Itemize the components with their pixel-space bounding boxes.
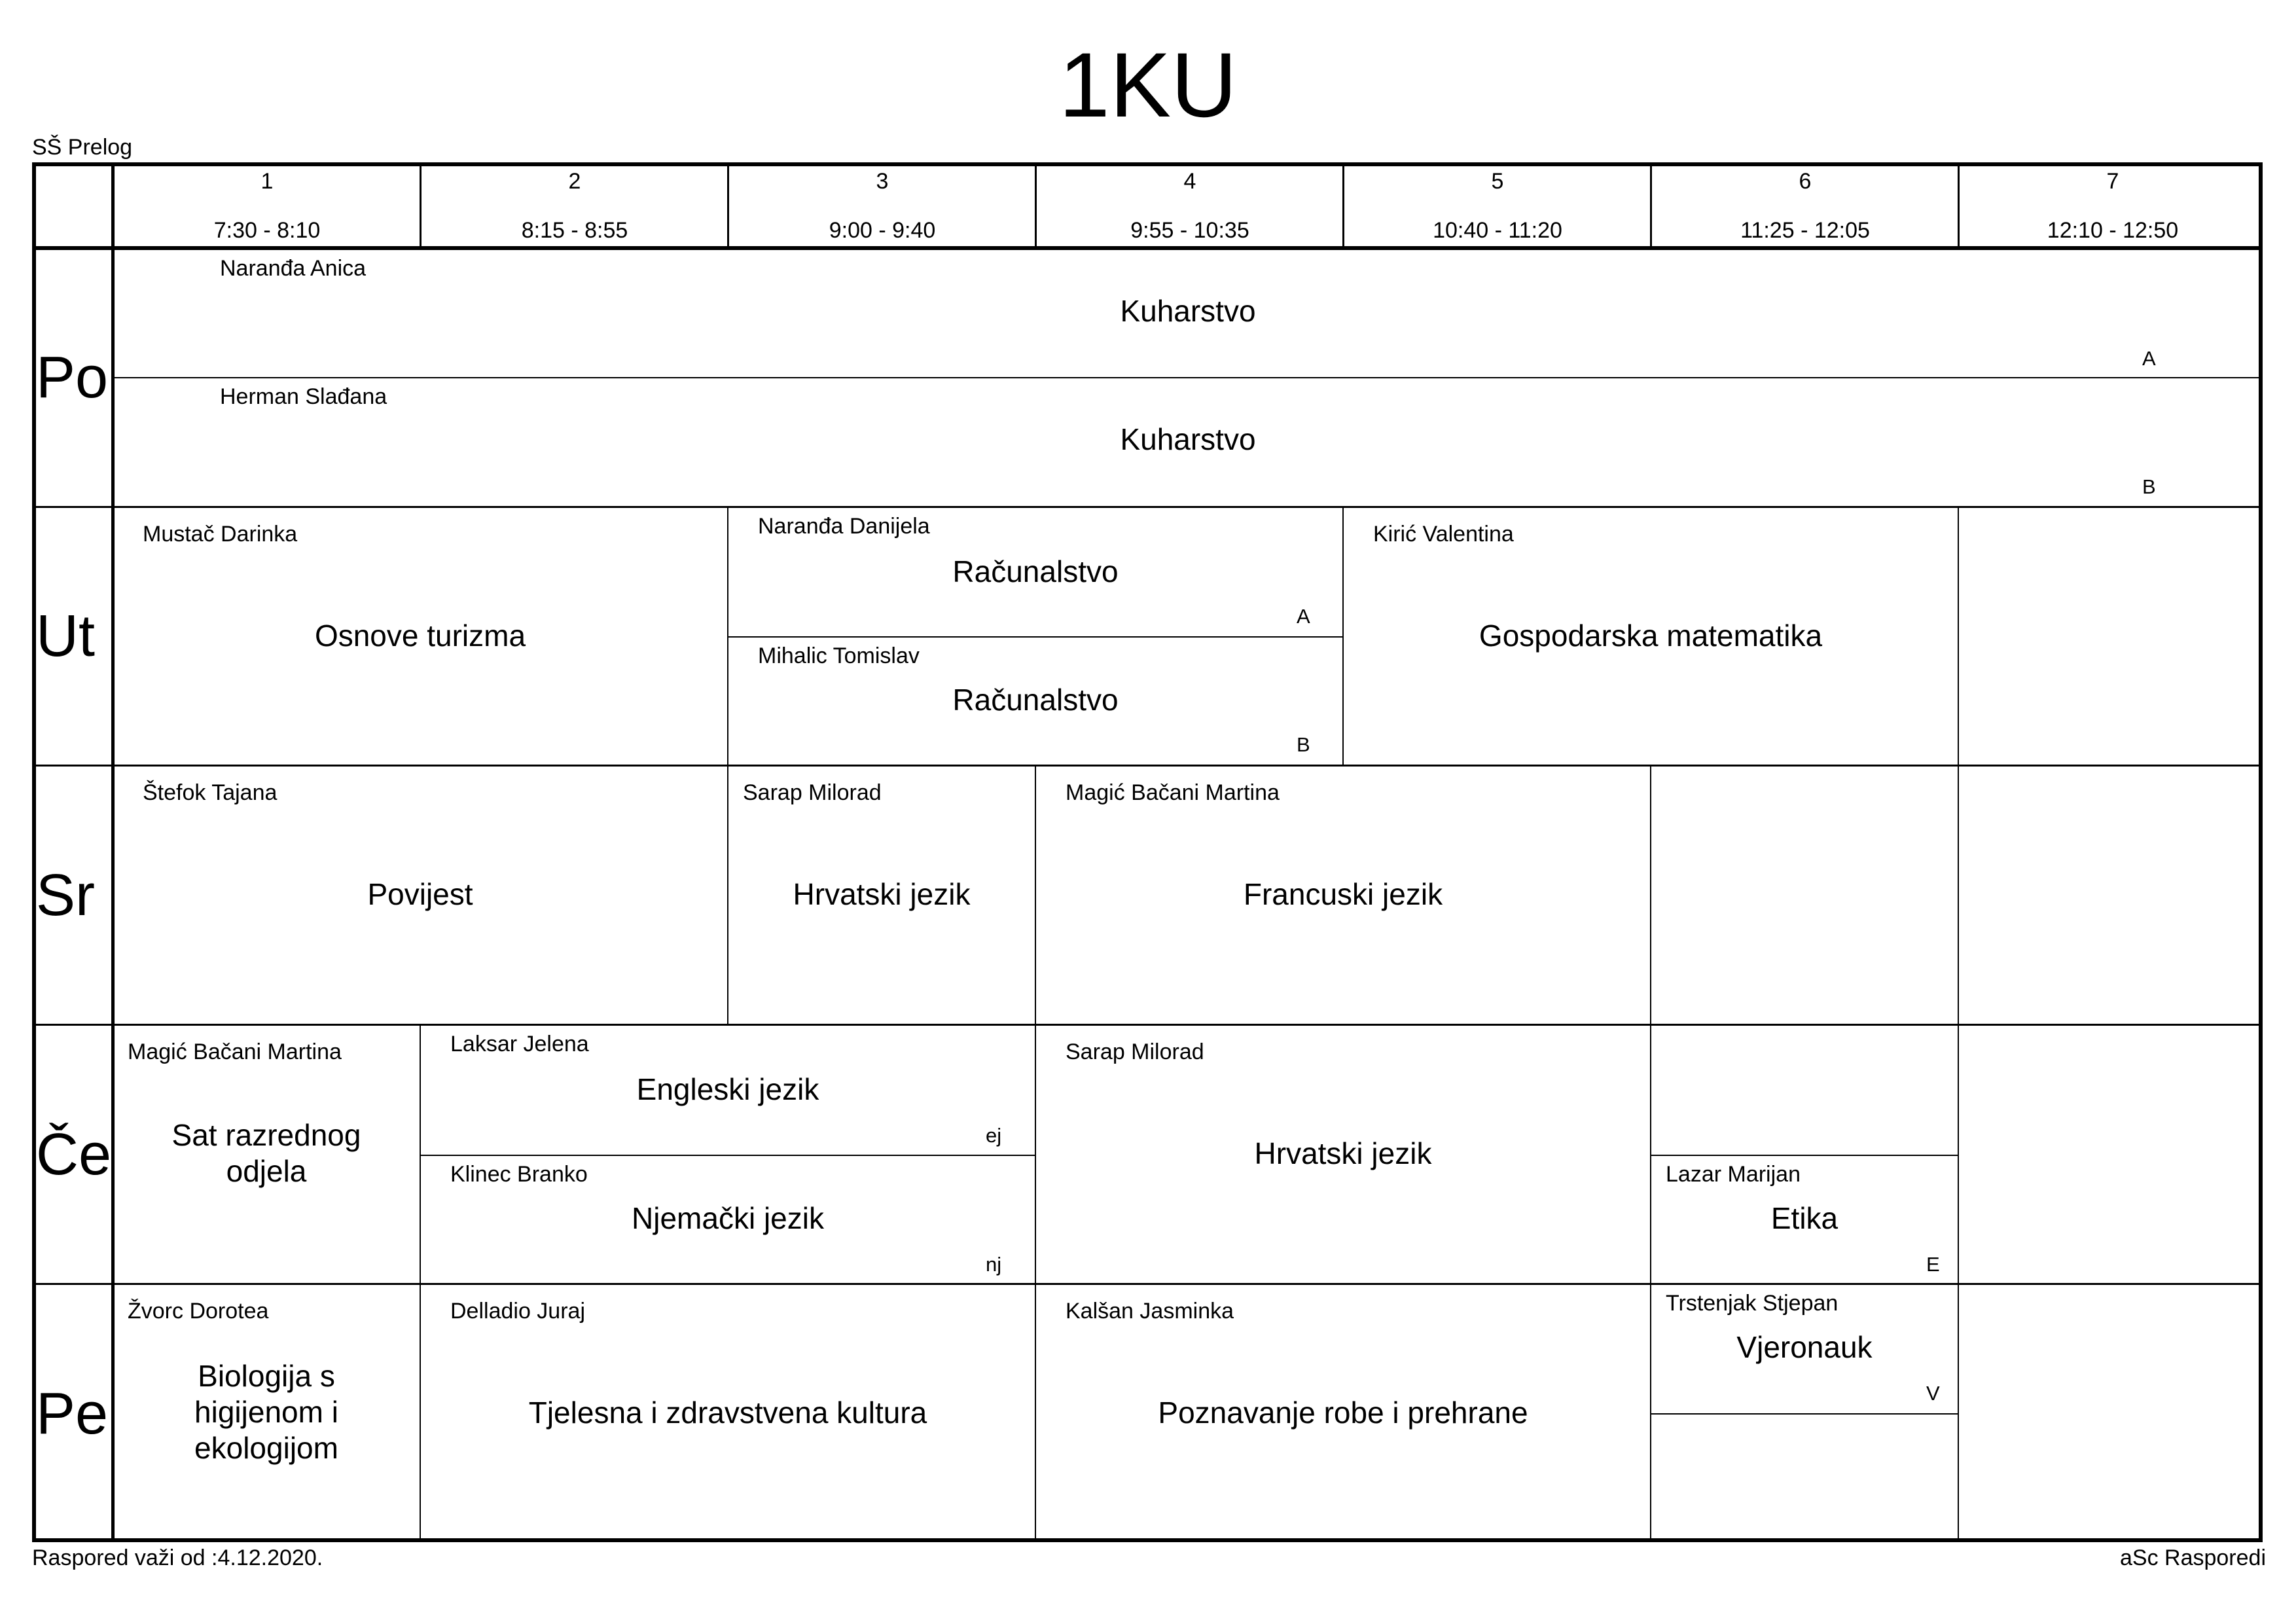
lesson-card	[1036, 767, 1650, 1024]
software-credit: aSc Rasporedi	[2119, 1545, 2266, 1570]
group-label: nj	[986, 1253, 1002, 1276]
teacher-name: Žvorc Dorotea	[128, 1299, 269, 1324]
lesson-card	[1344, 508, 1958, 765]
group-label: A	[2142, 347, 2156, 370]
lesson-card	[113, 1026, 420, 1283]
day-label-monday: Po	[36, 345, 109, 410]
lesson-card	[728, 638, 1342, 765]
subject-name: Biologija s	[198, 1359, 335, 1393]
day-label-thursday: Če	[36, 1122, 112, 1187]
teacher-name: Herman Slađana	[220, 384, 387, 409]
day-label-wednesday: Sr	[36, 863, 95, 928]
lesson-card	[421, 1026, 1035, 1155]
lesson-card	[421, 1156, 1035, 1283]
teacher-name: Delladio Juraj	[450, 1299, 585, 1324]
group-label: A	[1297, 605, 1310, 628]
lesson-card	[1036, 1285, 1650, 1542]
subject-name: Kuharstvo	[1120, 422, 1256, 456]
subject-name: higijenom i	[194, 1395, 338, 1429]
period-number: 1	[260, 169, 274, 194]
school-name: SŠ Prelog	[32, 135, 133, 160]
group-label: ej	[986, 1124, 1002, 1147]
teacher-name: Mihalic Tomislav	[758, 643, 920, 668]
subject-name: Kuharstvo	[1120, 294, 1256, 328]
lesson-card	[728, 767, 1035, 1024]
subject-name: Hrvatski jezik	[1254, 1136, 1432, 1170]
teacher-name: Kirić Valentina	[1373, 522, 1514, 547]
period-number: 2	[568, 169, 581, 194]
teacher-name: Mustač Darinka	[143, 522, 298, 547]
teacher-name: Trstenjak Stjepan	[1666, 1291, 1839, 1316]
teacher-name: Sarap Milorad	[743, 780, 882, 805]
lesson-card	[1651, 1285, 1958, 1413]
teacher-name: Sarap Milorad	[1066, 1039, 1204, 1064]
lesson-card	[113, 1285, 420, 1542]
subject-name: odjela	[226, 1154, 307, 1188]
lesson-card	[421, 1285, 1035, 1542]
teacher-name: Kalšan Jasminka	[1066, 1299, 1234, 1324]
lesson-divider	[1958, 507, 1959, 766]
lesson-card	[1651, 1156, 1958, 1283]
group-label: E	[1926, 1253, 1940, 1276]
subject-name: Vjeronauk	[1736, 1330, 1873, 1364]
group-label: V	[1926, 1382, 1940, 1405]
subject-name: Sat razrednog	[171, 1118, 361, 1152]
lesson-card	[1036, 1026, 1650, 1283]
day-label-tuesday: Ut	[36, 604, 95, 669]
teacher-name: Lazar Marijan	[1666, 1162, 1801, 1187]
teacher-name: Magić Bačani Martina	[128, 1039, 342, 1064]
subject-name: Tjelesna i zdravstvena kultura	[528, 1396, 927, 1430]
period-number: 6	[1799, 169, 1812, 194]
day-label-friday: Pe	[36, 1381, 109, 1447]
period-time: 9:00 - 9:40	[829, 218, 936, 243]
period-time: 9:55 - 10:35	[1130, 218, 1249, 243]
group-label: B	[1297, 733, 1310, 756]
subject-name: Osnove turizma	[314, 619, 526, 653]
subject-name: Računalstvo	[952, 683, 1119, 717]
teacher-name: Klinec Branko	[450, 1162, 588, 1187]
teacher-name: Naranđa Danijela	[758, 514, 930, 539]
period-time: 10:40 - 11:20	[1433, 218, 1562, 243]
period-number: 4	[1183, 169, 1196, 194]
subject-name: ekologijom	[194, 1431, 338, 1465]
subject-name: Hrvatski jezik	[793, 877, 971, 911]
subject-name: Gospodarska matematika	[1479, 619, 1823, 653]
period-number: 7	[2106, 169, 2119, 194]
group-divider	[1650, 1413, 1959, 1415]
subject-name: Povijest	[367, 877, 473, 911]
period-time: 11:25 - 12:05	[1740, 218, 1870, 243]
period-time: 8:15 - 8:55	[521, 218, 628, 243]
subject-name: Poznavanje robe i prehrane	[1158, 1396, 1528, 1430]
lesson-card	[113, 508, 727, 765]
subject-name: Njemački jezik	[632, 1201, 824, 1235]
period-time: 12:10 - 12:50	[2047, 218, 2179, 243]
page-title: 1KU	[1058, 33, 1238, 136]
period-number: 5	[1491, 169, 1504, 194]
lesson-divider	[1650, 766, 1651, 1025]
lesson-card	[113, 378, 2263, 506]
lesson-card	[728, 508, 1342, 636]
subject-name: Etika	[1770, 1201, 1839, 1235]
valid-from-note: Raspored važi od :4.12.2020.	[32, 1545, 323, 1570]
teacher-name: Naranđa Anica	[220, 256, 367, 281]
group-label: B	[2142, 475, 2156, 498]
subject-name: Francuski jezik	[1243, 877, 1443, 911]
subject-name: Računalstvo	[952, 554, 1119, 588]
teacher-name: Magić Bačani Martina	[1066, 780, 1280, 805]
teacher-name: Štefok Tajana	[143, 780, 278, 805]
period-number: 3	[876, 169, 889, 194]
lesson-divider	[1958, 766, 1959, 1025]
period-time: 7:30 - 8:10	[213, 218, 321, 243]
lesson-card	[113, 250, 2263, 377]
lesson-card	[113, 767, 727, 1024]
subject-name: Engleski jezik	[636, 1072, 819, 1106]
teacher-name: Laksar Jelena	[450, 1032, 589, 1056]
